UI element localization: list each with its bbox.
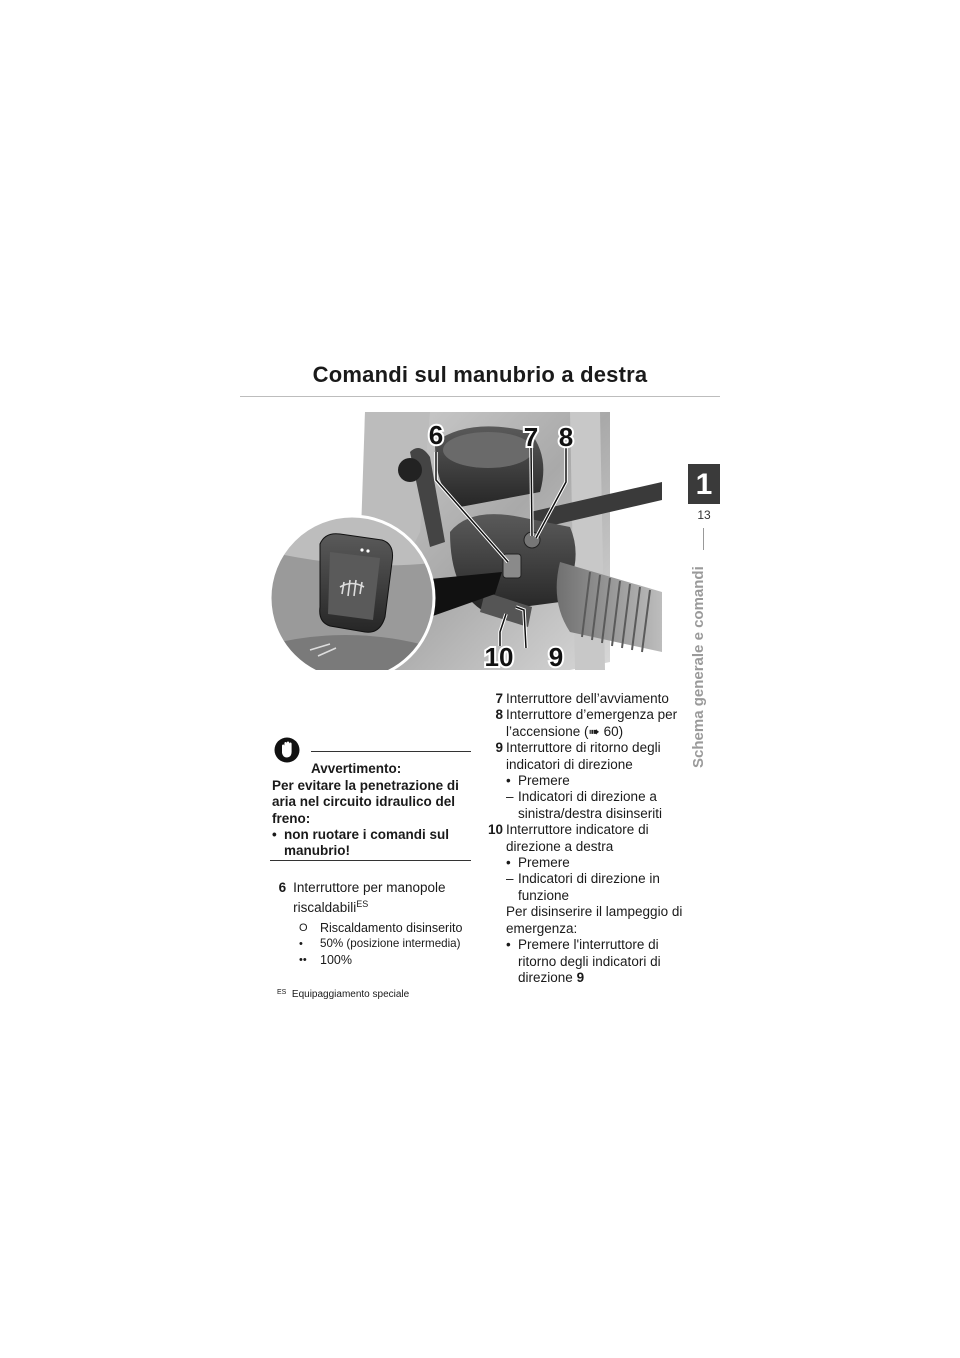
item-9-text: Interruttore di ritorno degli indicatori di direzione xyxy=(506,740,661,772)
special-equipment-mark: ES xyxy=(356,899,369,910)
title-divider xyxy=(240,396,720,397)
off-symbol: O xyxy=(299,921,308,934)
item-7 xyxy=(486,691,696,707)
warning-bullet-text: non ruotare i comandi sul manubrio! xyxy=(284,827,450,859)
option-text: 50% (posizione intermedia) xyxy=(320,936,461,950)
option-off xyxy=(297,920,480,936)
footnote xyxy=(277,989,409,1000)
callout-9: 9 xyxy=(548,642,564,670)
callout-10: 10 xyxy=(484,642,514,670)
chapter-tab: 1 xyxy=(688,464,720,504)
half-symbol: • xyxy=(299,937,303,950)
item-ref: 9 xyxy=(576,969,585,985)
hand-stop-icon xyxy=(274,737,300,763)
item-10 xyxy=(486,822,696,986)
full-symbol: •• xyxy=(299,953,307,966)
footnote-text: Equipaggiamento speciale xyxy=(291,989,410,1000)
item-number: 6 xyxy=(278,880,287,895)
item-8 xyxy=(486,707,696,740)
page-number: 13 xyxy=(697,508,711,522)
callout-7: 7 xyxy=(523,422,539,452)
item-10-hazard-step: Premere l'interruttore di ritorno degli indicatori di direzione xyxy=(518,937,661,985)
option-text: Riscaldamento disinserito xyxy=(320,920,463,935)
item-6 xyxy=(270,880,480,968)
section-label: Schema generale e comandi xyxy=(690,566,707,768)
item-9-bullet: Premere xyxy=(518,773,570,789)
bullet-mark: • xyxy=(506,855,511,871)
option-full xyxy=(297,952,480,968)
item-10-bullet: Premere xyxy=(518,855,570,871)
item-10-result: Indicatori di direzione in funzione xyxy=(518,871,660,903)
tab-divider xyxy=(703,528,704,550)
right-column xyxy=(486,691,696,986)
warning-rule-bottom xyxy=(270,860,471,861)
bullet-mark: • xyxy=(506,773,511,789)
item-6-label: Interruttore per manopole riscaldabili xyxy=(293,880,446,916)
page-title: Comandi sul manubrio a destra xyxy=(312,362,648,387)
item-10-text: Interruttore indicatore di direzione a destra xyxy=(506,822,649,854)
bullet-mark: • xyxy=(506,937,511,953)
item-9-result: Indicatori di direzione a sinistra/destra disinseriti xyxy=(518,789,663,821)
warning-bullet xyxy=(272,827,472,860)
item-number: 9 xyxy=(495,740,503,756)
dash-mark: – xyxy=(506,789,514,805)
item-9 xyxy=(486,740,696,822)
dash-mark: – xyxy=(506,871,514,887)
item-number: 8 xyxy=(495,707,503,723)
option-half xyxy=(297,936,480,952)
bullet-mark: • xyxy=(272,827,277,842)
callout-6: 6 xyxy=(428,420,444,450)
handlebar-illustration xyxy=(270,412,662,670)
callout-8: 8 xyxy=(558,422,574,452)
warning-body: Per evitare la penetrazione di aria nel circuito idraulico del freno: xyxy=(272,778,459,826)
warning-rule-top xyxy=(311,751,471,752)
item-number: 10 xyxy=(487,822,503,838)
item-8-text: Interruttore d’emergenza per l’accensione (➠ 60) xyxy=(506,707,678,739)
item-number: 7 xyxy=(495,691,503,706)
option-text: 100% xyxy=(320,952,352,967)
item-7-text: Interruttore dell’avviamento xyxy=(506,691,669,706)
hazard-off-paragraph: Per disinserire il lampeggio di emergenza: xyxy=(506,904,683,936)
footnote-mark: ES xyxy=(277,989,287,996)
warning-heading: Avvertimento: xyxy=(311,761,402,776)
